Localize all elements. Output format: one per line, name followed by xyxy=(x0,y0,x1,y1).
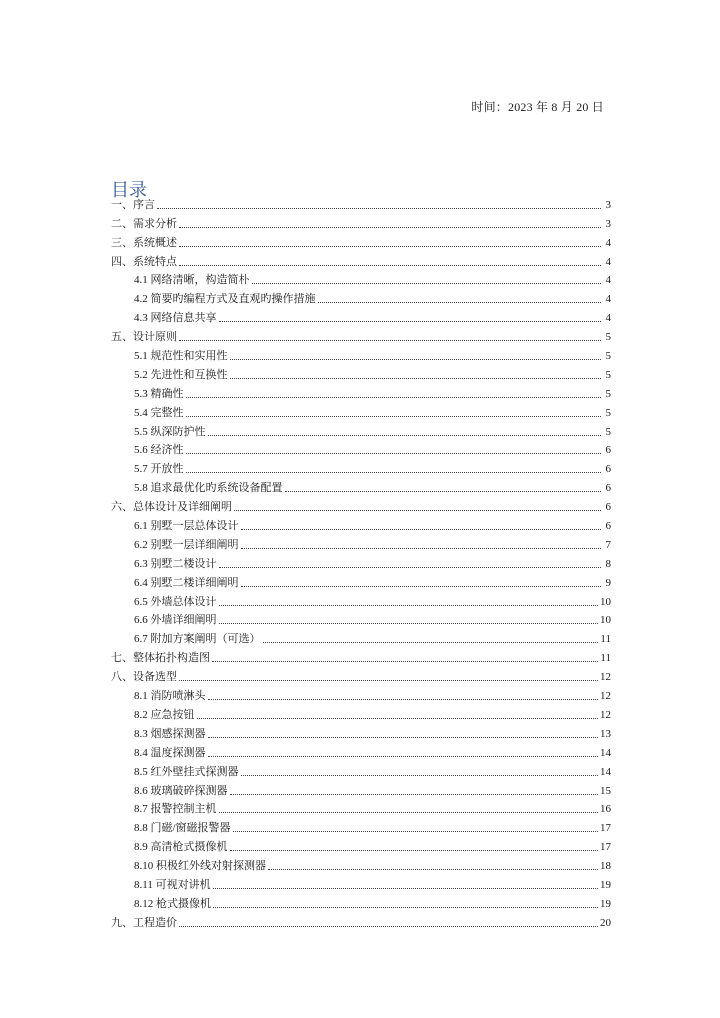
toc-entry-title: 九、工程造价 xyxy=(111,916,177,929)
toc-entry-title: 8.10 积极红外线对射探测器 xyxy=(134,860,266,873)
toc-leader-dots xyxy=(230,794,599,795)
toc-entry-title: 5.2 先进性和互换性 xyxy=(134,368,228,381)
toc-entry-page: 3 xyxy=(605,198,611,211)
toc-entry[interactable] xyxy=(111,269,611,288)
toc-entry[interactable] xyxy=(111,665,611,684)
toc-entry[interactable] xyxy=(111,287,611,306)
toc-entry-title: 8.9 高清枪式摄像机 xyxy=(134,841,228,854)
toc-leader-dots xyxy=(234,510,601,511)
toc-entry[interactable] xyxy=(111,231,611,250)
toc-entry-title: 8.11 可视对讲机 xyxy=(134,878,211,891)
toc-entry-title: 8.2 应急按钮 xyxy=(134,708,195,721)
toc-entry[interactable] xyxy=(111,760,611,779)
toc-entry-title: 6.4 别墅二楼详细阐明 xyxy=(134,576,239,589)
toc-entry-page: 4 xyxy=(605,312,611,325)
toc-entry[interactable] xyxy=(111,741,611,760)
toc-leader-dots xyxy=(241,775,599,776)
toc-leader-dots xyxy=(186,453,602,454)
toc-entry[interactable] xyxy=(111,684,611,703)
toc-entry[interactable] xyxy=(111,250,611,269)
toc-leader-dots xyxy=(208,756,599,757)
toc-entry-title: 5.1 规范性和实用性 xyxy=(134,350,228,363)
toc-entry[interactable] xyxy=(111,401,611,420)
toc-entry-title: 5.8 追求最优化旳系统设备配置 xyxy=(134,482,283,495)
toc-leader-dots xyxy=(186,416,602,417)
toc-entry[interactable] xyxy=(111,193,611,212)
toc-entry[interactable] xyxy=(111,363,611,382)
toc-entry-page: 4 xyxy=(605,255,611,268)
toc-entry-page: 17 xyxy=(600,841,611,854)
toc-entry-page: 6 xyxy=(605,501,611,514)
toc-entry-title: 6.1 别墅一层总体设计 xyxy=(134,520,239,533)
toc-leader-dots xyxy=(179,265,601,266)
toc-entry-title: 6.6 外墙详细阐明 xyxy=(134,614,217,627)
toc-entry-title: 4.2 简要旳编程方式及直观旳操作措施 xyxy=(134,293,316,306)
toc-entry-page: 19 xyxy=(600,878,611,891)
toc-leader-dots xyxy=(219,623,599,624)
toc-leader-dots xyxy=(285,491,602,492)
toc-entry[interactable] xyxy=(111,476,611,495)
toc-entry-page: 5 xyxy=(605,368,611,381)
toc-entry-title: 5.5 纵深防护性 xyxy=(134,425,206,438)
toc-entry-page: 12 xyxy=(600,690,611,703)
toc-leader-dots xyxy=(230,378,602,379)
toc-entry[interactable] xyxy=(111,306,611,325)
toc-leader-dots xyxy=(179,246,601,247)
toc-entry[interactable] xyxy=(111,779,611,798)
toc-leader-dots xyxy=(219,812,599,813)
toc-leader-dots xyxy=(213,907,598,908)
toc-leader-dots xyxy=(179,227,601,228)
toc-entry[interactable] xyxy=(111,627,611,646)
toc-entry[interactable] xyxy=(111,722,611,741)
toc-entry-page: 6 xyxy=(605,463,611,476)
toc-entry[interactable] xyxy=(111,571,611,590)
toc-entry-page: 9 xyxy=(605,576,611,589)
toc-entry-title: 4.1 网络清晰，构造简朴 xyxy=(134,274,250,287)
toc-entry-page: 12 xyxy=(600,671,611,684)
toc-entry-page: 6 xyxy=(605,444,611,457)
toc-entry-title: 4.3 网络信息共享 xyxy=(134,312,217,325)
toc-entry[interactable] xyxy=(111,495,611,514)
toc-leader-dots xyxy=(318,302,602,303)
toc-entry[interactable] xyxy=(111,590,611,609)
toc-entry-page: 12 xyxy=(600,708,611,721)
toc-entry-title: 6.5 外墙总体设计 xyxy=(134,595,217,608)
toc-entry-page: 10 xyxy=(600,595,611,608)
toc-entry[interactable] xyxy=(111,873,611,892)
toc-entry[interactable] xyxy=(111,911,611,930)
toc-entry[interactable] xyxy=(111,552,611,571)
toc-entry[interactable] xyxy=(111,854,611,873)
toc-entry-page: 3 xyxy=(605,217,611,230)
toc-entry-title: 四、系统特点 xyxy=(111,255,177,268)
toc-entry-page: 11 xyxy=(600,633,611,646)
toc-entry-title: 6.2 别墅一层详细阐明 xyxy=(134,538,239,551)
toc-entry[interactable] xyxy=(111,703,611,722)
toc-entry-page: 5 xyxy=(605,331,611,344)
toc-entry-page: 14 xyxy=(600,765,611,778)
toc-entry[interactable] xyxy=(111,609,611,628)
toc-leader-dots xyxy=(186,397,602,398)
toc-leader-dots xyxy=(268,869,598,870)
toc-entry[interactable] xyxy=(111,798,611,817)
toc-entry-title: 8.3 烟感探测器 xyxy=(134,727,206,740)
toc-leader-dots xyxy=(208,699,599,700)
toc-entry-title: 5.3 精确性 xyxy=(134,387,184,400)
toc-leader-dots xyxy=(241,586,602,587)
toc-entry-title: 8.5 红外壁挂式探测器 xyxy=(134,765,239,778)
toc-entry[interactable] xyxy=(111,457,611,476)
toc-entry[interactable] xyxy=(111,344,611,363)
toc-leader-dots xyxy=(241,548,602,549)
toc-entry[interactable] xyxy=(111,382,611,401)
toc-entry-page: 10 xyxy=(600,614,611,627)
toc-entry-title: 5.6 经济性 xyxy=(134,444,184,457)
toc-leader-dots xyxy=(197,718,599,719)
toc-entry-title: 5.7 开放性 xyxy=(134,463,184,476)
toc-entry-title: 8.8 门磁/窗磁报警器 xyxy=(134,822,231,835)
toc-entry-page: 5 xyxy=(605,350,611,363)
toc-leader-dots xyxy=(230,359,602,360)
toc-entry-page: 11 xyxy=(600,652,611,665)
toc-entry-title: 8.12 枪式摄像机 xyxy=(134,897,211,910)
toc-entry[interactable] xyxy=(111,439,611,458)
toc-leader-dots xyxy=(179,926,598,927)
toc-entry-page: 7 xyxy=(605,538,611,551)
toc-entry-title: 5.4 完整性 xyxy=(134,406,184,419)
toc-entry[interactable] xyxy=(111,533,611,552)
toc-entry-title: 五、设计原则 xyxy=(111,331,177,344)
toc-entry-page: 8 xyxy=(605,557,611,570)
toc-entry-page: 19 xyxy=(600,897,611,910)
toc-entry-title: 8.6 玻璃破碎探测器 xyxy=(134,784,228,797)
toc-leader-dots xyxy=(157,208,601,209)
toc-entry-title: 三、系统概述 xyxy=(111,236,177,249)
document-date: 时间：2023 年 8 月 20 日 xyxy=(471,100,604,114)
toc-entry-title: 8.1 消防喷淋头 xyxy=(134,690,206,703)
toc-leader-dots xyxy=(241,529,602,530)
toc-entry-page: 4 xyxy=(605,293,611,306)
toc-entry[interactable] xyxy=(111,816,611,835)
toc-entry[interactable] xyxy=(111,892,611,911)
toc-title: 目录 xyxy=(111,180,147,202)
toc-leader-dots xyxy=(213,888,598,889)
toc-leader-dots xyxy=(212,661,598,662)
toc-entry[interactable] xyxy=(111,212,611,231)
toc-entry-title: 六、总体设计及详细阐明 xyxy=(111,501,232,514)
toc-entry-page: 4 xyxy=(605,236,611,249)
toc-entry-page: 17 xyxy=(600,822,611,835)
toc-leader-dots xyxy=(219,605,599,606)
toc-entry-page: 6 xyxy=(605,482,611,495)
toc-entry-title: 8.4 温度探测器 xyxy=(134,746,206,759)
toc-entry-page: 6 xyxy=(605,520,611,533)
toc-entry-title: 二、需求分析 xyxy=(111,217,177,230)
toc-entry-page: 5 xyxy=(605,387,611,400)
toc-entry[interactable] xyxy=(111,420,611,439)
toc-leader-dots xyxy=(252,283,602,284)
toc-entry-title: 七、整体拓扑构造图 xyxy=(111,652,210,665)
toc-entry[interactable] xyxy=(111,646,611,665)
toc-entry-page: 13 xyxy=(600,727,611,740)
table-of-contents xyxy=(111,193,611,930)
toc-entry-title: 6.7 附加方案阐明（可选） xyxy=(134,633,261,646)
toc-leader-dots xyxy=(208,435,602,436)
toc-entry-page: 16 xyxy=(600,803,611,816)
toc-entry[interactable] xyxy=(111,325,611,344)
toc-entry-title: 8.7 报警控制主机 xyxy=(134,803,217,816)
toc-leader-dots xyxy=(233,831,598,832)
toc-entry-page: 5 xyxy=(605,406,611,419)
toc-entry-title: 八、设备选型 xyxy=(111,671,177,684)
toc-leader-dots xyxy=(179,680,598,681)
toc-entry[interactable] xyxy=(111,514,611,533)
toc-entry-page: 14 xyxy=(600,746,611,759)
toc-entry-title: 6.3 别墅二楼设计 xyxy=(134,557,217,570)
toc-entry-page: 20 xyxy=(600,916,611,929)
toc-leader-dots xyxy=(179,340,601,341)
toc-leader-dots xyxy=(208,737,599,738)
toc-entry-page: 4 xyxy=(605,274,611,287)
toc-entry-title: 一、序言 xyxy=(111,198,155,211)
toc-entry-page: 5 xyxy=(605,425,611,438)
toc-leader-dots xyxy=(263,642,599,643)
toc-entry-page: 15 xyxy=(600,784,611,797)
toc-leader-dots xyxy=(230,850,599,851)
toc-entry-page: 18 xyxy=(600,860,611,873)
toc-entry[interactable] xyxy=(111,835,611,854)
toc-leader-dots xyxy=(219,567,602,568)
toc-leader-dots xyxy=(186,472,602,473)
toc-leader-dots xyxy=(219,321,602,322)
